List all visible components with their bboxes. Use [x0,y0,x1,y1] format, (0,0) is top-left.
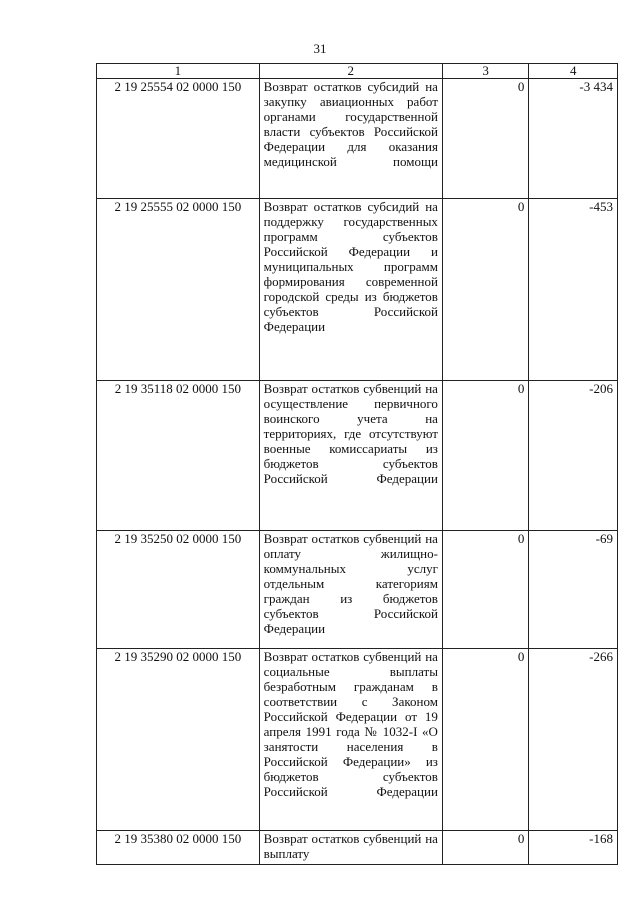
column-4-value: -453 [529,199,618,381]
table-row [97,381,618,531]
column-3-value: 0 [442,649,528,831]
column-4-value: -168 [529,831,618,865]
column-header-1: 1 [97,64,260,79]
column-4-value: -266 [529,649,618,831]
column-3-value: 0 [442,531,528,649]
income-description: Возврат остатков субвенций на выплату [259,831,442,865]
column-3-value: 0 [442,199,528,381]
budget-table [96,63,618,865]
column-3-value: 0 [442,831,528,865]
column-4-value: -206 [529,381,618,531]
table-header-row [97,64,618,79]
income-description: Возврат остатков субвенций на социальные выплаты безработным гражданам в соответствии с Законом Российской Федерации от 19 апреля 1991 года № 1032-I «О занятости населения в Российской Федерации» из бюджетов субъектов Российской Федерации [259,649,442,831]
page-number: 31 [313,41,327,56]
table-row [97,531,618,649]
classification-code: 2 19 25555 02 0000 150 [97,199,260,381]
income-description: Возврат остатков субвенций на оплату жилищно-коммунальных услуг отдельным категориям граждан из бюджетов субъектов Российской Федерации [259,531,442,649]
classification-code: 2 19 35118 02 0000 150 [97,381,260,531]
column-4-value: -69 [529,531,618,649]
classification-code: 2 19 35290 02 0000 150 [97,649,260,831]
table-row [97,79,618,199]
income-description: Возврат остатков субвенций на осуществление первичного воинского учета на территориях, где отсутствуют военные комиссариаты из бюджетов субъектов Российской Федерации [259,381,442,531]
income-description: Возврат остатков субсидий на поддержку государственных программ субъектов Российской Федерации и муниципальных программ формирования современной городской среды из бюджетов субъектов Российской Федерации [259,199,442,381]
table-row [97,831,618,865]
column-header-3: 3 [442,64,528,79]
column-header-4: 4 [529,64,618,79]
table-row [97,199,618,381]
column-4-value: -3 434 [529,79,618,199]
income-description: Возврат остатков субсидий на закупку авиационных работ органами государственной власти субъектов Российской Федерации для оказания медицинской помощи [259,79,442,199]
column-header-2: 2 [259,64,442,79]
classification-code: 2 19 25554 02 0000 150 [97,79,260,199]
classification-code: 2 19 35380 02 0000 150 [97,831,260,865]
column-3-value: 0 [442,381,528,531]
table-row [97,649,618,831]
classification-code: 2 19 35250 02 0000 150 [97,531,260,649]
column-3-value: 0 [442,79,528,199]
